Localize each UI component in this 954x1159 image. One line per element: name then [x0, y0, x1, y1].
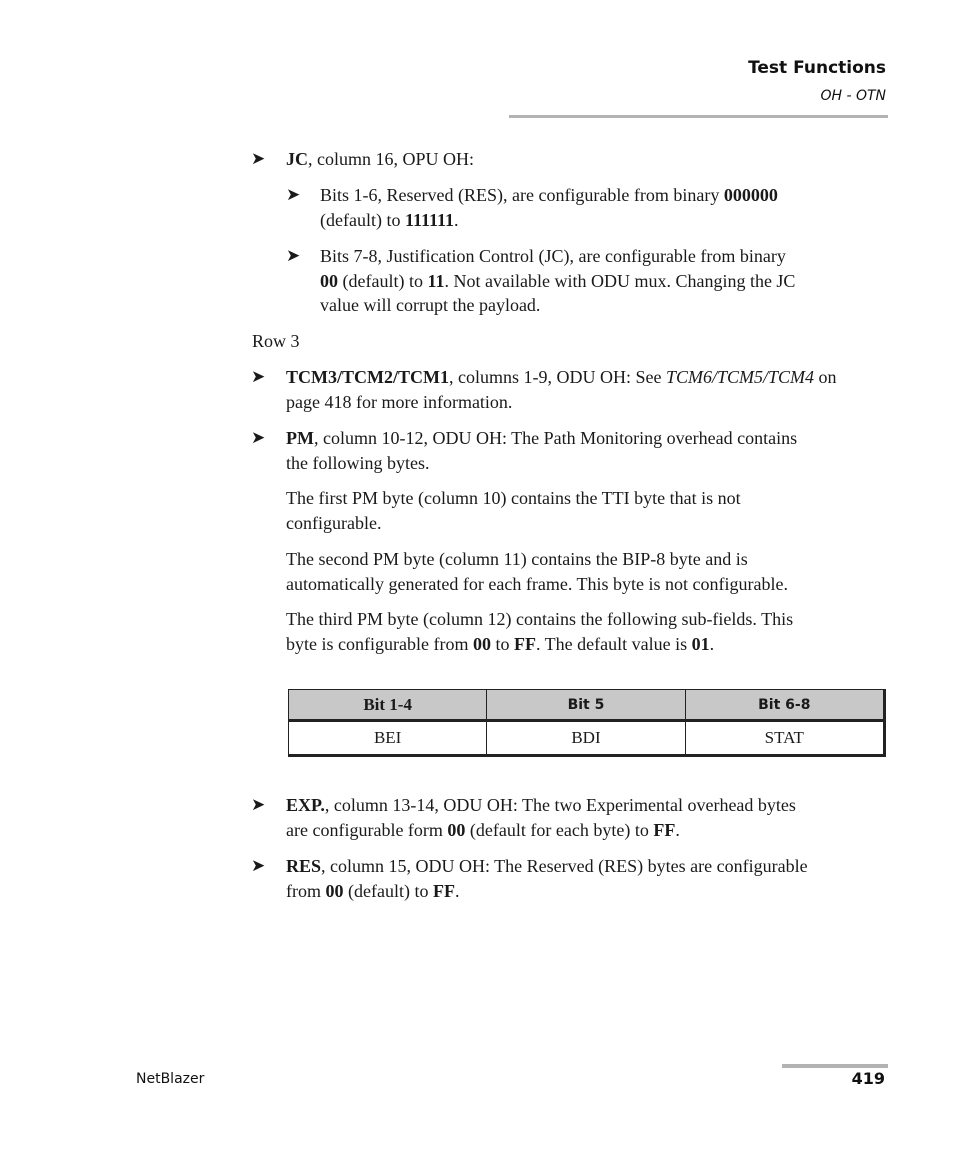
table-cell-stat: STAT	[685, 721, 884, 756]
running-header-subtitle: OH - OTN	[820, 88, 886, 104]
bullet-arrow-icon: ➤	[251, 367, 266, 387]
pm-bullet: PM, column 10-12, ODU OH: The Path Monitoring overhead contains the following bytes.	[286, 428, 798, 473]
footer-product-name: NetBlazer	[136, 1071, 205, 1087]
jc-sub-bullet-2: Bits 7-8, Justification Control (JC), are configurable from binary 00 (default) to 11. Not available with ODU mux. Changing the JC value will corrupt the payload.	[320, 246, 796, 315]
table-cell-bdi: BDI	[487, 721, 685, 756]
table-header-bit-1-4: Bit 1-4	[289, 690, 487, 721]
bullet-arrow-icon: ➤	[251, 856, 266, 876]
footer-rule	[782, 1064, 888, 1068]
table-cell-bei: BEI	[289, 721, 487, 756]
jc-sub-bullet-1: Bits 1-6, Reserved (RES), are configurable from binary 000000 (default) to 111111.	[320, 185, 778, 230]
row-label: Row 3	[252, 331, 300, 351]
table-header-bit-5: Bit 5	[487, 690, 685, 721]
pm-paragraph-3: The third PM byte (column 12) contains the following sub-fields. This byte is configurable from 00 to FF. The default value is 01.	[286, 609, 794, 654]
jc-term: JC	[286, 149, 308, 169]
pm-term: PM	[286, 428, 314, 448]
pm-bits-table	[288, 689, 886, 757]
pm-paragraph-2: The second PM byte (column 11) contains the BIP-8 byte and is automatically generated for each frame. This byte is not configurable.	[286, 549, 788, 594]
res-bullet: RES, column 15, ODU OH: The Reserved (RES) bytes are configurable from 00 (default) to FF.	[286, 856, 808, 901]
bullet-arrow-icon: ➤	[251, 428, 266, 448]
bullet-arrow-icon: ➤	[251, 149, 266, 169]
tcm-term: TCM3/TCM2/TCM1	[286, 367, 449, 387]
header-rule	[509, 115, 888, 118]
pm-paragraph-1: The first PM byte (column 10) contains the TTI byte that is not configurable.	[286, 488, 741, 533]
jc-bullet: JC, column 16, OPU OH:	[286, 149, 474, 169]
table-header-row	[289, 690, 885, 721]
bullet-arrow-icon: ➤	[251, 795, 266, 815]
tcm-cross-reference[interactable]: TCM6/TCM5/TCM4	[665, 367, 815, 387]
page-number: 419	[851, 1069, 885, 1088]
exp-term: EXP.	[286, 795, 325, 815]
tcm-bullet: TCM3/TCM2/TCM1, columns 1-9, ODU OH: See TCM6/TCM5/TCM4 on page 418 for more information.	[286, 367, 837, 412]
running-header-title: Test Functions	[748, 58, 886, 78]
table-row	[289, 721, 885, 756]
exp-bullet: EXP., column 13-14, ODU OH: The two Experimental overhead bytes are configurable form 00 (default for each byte) to FF.	[286, 795, 796, 840]
bullet-arrow-icon: ➤	[286, 246, 301, 266]
bullet-arrow-icon: ➤	[286, 185, 301, 205]
table-header-bit-6-8: Bit 6-8	[685, 690, 884, 721]
res-term: RES	[286, 856, 322, 876]
